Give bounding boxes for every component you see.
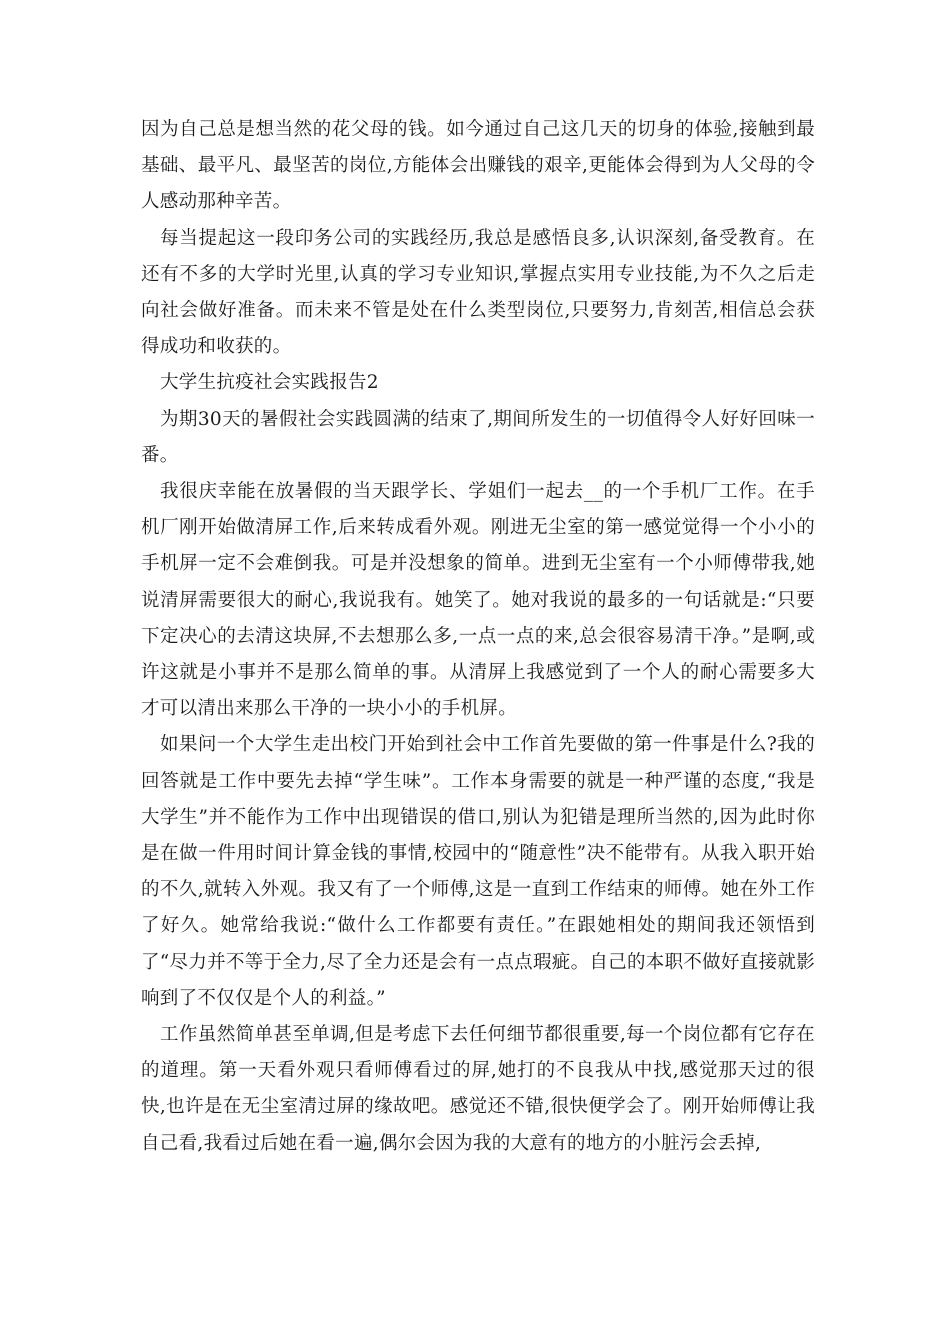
paragraph-work-details: 工作虽然简单甚至单调,但是考虑下去任何细节都很重要,每一个岗位都有它存在的道理。第一天看外观只看师傅看过的屏,她打的不良我从中找,感觉那天过的很快,也许是在无尘室清过屏的缘故吧。感觉还不错,很快便学会了。刚开始师傅让我自己看,我看过后她在看一遍,偶尔会因为我的大意有的地方的小脏污会丢掉, xyxy=(141,1024,815,1154)
paragraph-phone-factory: 我很庆幸能在放暑假的当天跟学长、学姐们一起去__的一个手机厂工作。在手机厂刚开始做清屏工作,后来转成看外观。刚进无尘室的第一感觉觉得一个小小的手机屏一定不会难倒我。可是并没想象的简单。进到无尘室有一个小师傅带我,她说清屏需要很大的耐心,我说我有。她笑了。她对我说的最多的一句话就是:“只要下定决心的去清这块屏,不去想那么多,一点一点的来,总会很容易清干净。”是啊,或许这就是小事并不是那么简单的事。从清屏上我感觉到了一个人的耐心需要多大才可以清出来那么干净的一块小小的手机屏。 xyxy=(141,481,815,720)
paragraph-intro: 为期30天的暑假社会实践圆满的结束了,期间所发生的一切值得令人好好回味一番。 xyxy=(141,408,815,466)
section-heading: 大学生抗疫社会实践报告2 xyxy=(160,372,379,394)
document-body xyxy=(141,112,815,1162)
paragraph-student-attitude: 如果问一个大学生走出校门开始到社会中工作首先要做的第一件事是什么?我的回答就是工作中要先去掉“学生味”。工作本身需要的就是一种严谨的态度,“我是大学生”并不能作为工作中出现错误的借口,别认为犯错是理所当然的,因为此时你是在做一件用时间计算金钱的事情,校园中的“随意性”决不能带有。从我入职开始的不久,就转入外观。我又有了一个师傅,这是一直到工作结束的师傅。她在外工作了好久。她常给我说:“做什么工作都要有责任。”在跟她相处的期间我还领悟到了“尽力并不等于全力,尽了全力还是会有一点点瑕疵。自己的本职不做好直接就影响到了不仅仅是个人的利益。” xyxy=(141,734,815,1009)
paragraph-reflection: 每当提起这一段印务公司的实践经历,我总是感悟良多,认识深刻,备受教育。在还有不多的大学时光里,认真的学习专业知识,掌握点实用专业技能,为不久之后走向社会做好准备。而未来不管是处在什么类型岗位,只要努力,肯刻苦,相信总会获得成功和收获的。 xyxy=(141,227,815,358)
paragraph-continuation: 因为自己总是想当然的花父母的钱。如今通过自己这几天的切身的体验,接触到最基础、最平凡、最坚苦的岗位,方能体会出赚钱的艰辛,更能体会得到为人父母的令人感动那种辛苦。 xyxy=(141,119,815,213)
